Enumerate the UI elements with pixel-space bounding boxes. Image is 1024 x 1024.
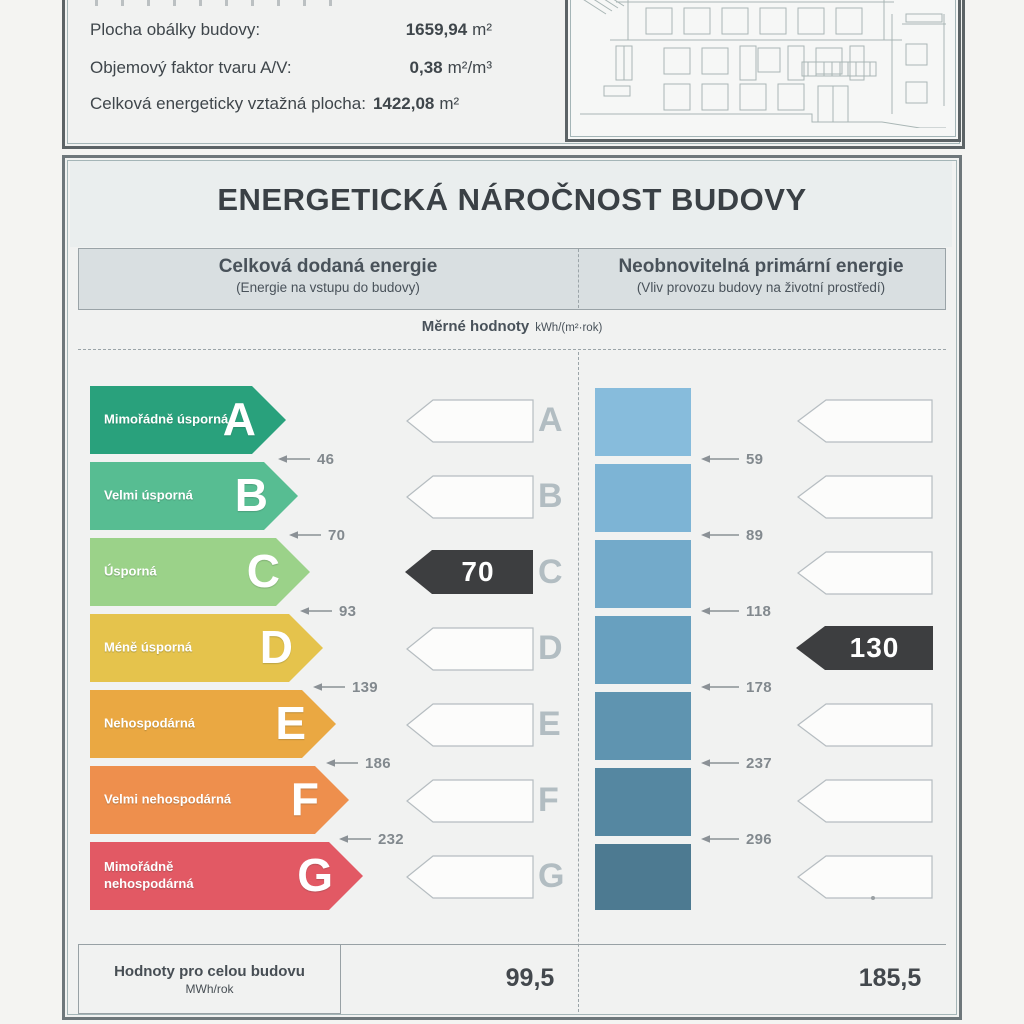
delivered-energy-value: 70 xyxy=(461,556,495,587)
threshold-marker xyxy=(277,450,334,468)
scale-letter: E xyxy=(538,705,561,743)
rating-row-d xyxy=(90,614,323,682)
column-header-primary xyxy=(582,255,940,297)
threshold-marker xyxy=(338,830,404,848)
rating-label: Nehospodárná xyxy=(104,715,196,731)
primary-scale-arrow xyxy=(797,551,933,595)
column-subtitle: (Vliv provozu budovy na životní prostředí) xyxy=(636,279,886,295)
primary-total-value: 185,5 xyxy=(858,964,922,992)
rating-letter: C xyxy=(246,544,280,597)
primary-scale-segment xyxy=(595,388,691,456)
rating-row-e xyxy=(90,690,336,758)
threshold-arrow-icon xyxy=(299,605,333,617)
rating-label: Velmi nehospodárná xyxy=(104,791,232,807)
threshold-marker xyxy=(288,526,345,544)
specific-values-row xyxy=(78,318,946,336)
primary-scale-segment xyxy=(595,616,691,684)
threshold-arrow-icon xyxy=(312,681,346,693)
rating-letter: E xyxy=(275,696,306,749)
specific-values-unit: kWh/(m²·rok) xyxy=(535,322,603,334)
rating-row-f xyxy=(90,766,349,834)
threshold-value: 139 xyxy=(352,678,378,696)
threshold-marker xyxy=(700,602,771,620)
threshold-arrow-icon xyxy=(700,529,740,541)
primary-scale-segment xyxy=(595,540,691,608)
threshold-arrow-icon xyxy=(288,529,322,541)
building-info-label: Plocha obálky budovy: xyxy=(90,20,261,39)
rating-row-b xyxy=(90,462,298,530)
threshold-value: 296 xyxy=(746,830,772,848)
divider-dashed-horizontal xyxy=(78,349,946,350)
clipped-text-artifact xyxy=(95,0,335,6)
threshold-marker xyxy=(700,678,772,696)
primary-scale-arrow xyxy=(797,399,933,443)
totals-header-cell xyxy=(78,944,341,1014)
threshold-arrow-icon xyxy=(700,453,740,465)
rating-label: Mimořádně nehospodárná xyxy=(104,859,194,891)
building-info-label: Celková energeticky vztažná plocha: xyxy=(90,94,366,113)
delivered-scale-arrow xyxy=(406,399,534,443)
delivered-scale-arrow xyxy=(406,855,534,899)
building-info-label: Objemový faktor tvaru A/V: xyxy=(90,58,292,77)
threshold-marker xyxy=(325,754,391,772)
rating-letter: D xyxy=(259,620,293,673)
primary-scale-arrow xyxy=(797,855,933,899)
threshold-arrow-icon xyxy=(700,833,740,845)
threshold-marker xyxy=(312,678,378,696)
primary-scale-bar xyxy=(595,388,691,910)
threshold-value: 232 xyxy=(378,830,404,848)
primary-scale-segment xyxy=(595,844,691,910)
primary-scale-segment xyxy=(595,464,691,532)
header-divider-dashed xyxy=(578,249,579,308)
delivered-scale-arrow xyxy=(406,703,534,747)
building-info-unit: m²/m³ xyxy=(447,58,492,77)
primary-scale-arrow xyxy=(797,703,933,747)
threshold-marker xyxy=(700,754,772,772)
scan-speckle xyxy=(871,896,875,900)
building-info-value: 1422,08 xyxy=(372,94,435,113)
delivered-total-value: 99,5 xyxy=(505,964,555,992)
rating-label: Velmi úsporná xyxy=(104,487,193,503)
threshold-value: 118 xyxy=(746,602,772,620)
threshold-arrow-icon xyxy=(277,453,311,465)
primary-scale-segment xyxy=(595,692,691,760)
building-info-row xyxy=(90,20,492,40)
delivered-scale-arrow xyxy=(406,475,534,519)
threshold-value: 93 xyxy=(339,602,357,620)
scale-letter: F xyxy=(538,781,559,819)
rating-label: Méně úsporná xyxy=(104,639,193,655)
scale-letter: G xyxy=(538,857,565,895)
building-info-unit: m² xyxy=(439,94,460,113)
building-info-value: 0,38 xyxy=(409,58,443,77)
scale-letter: D xyxy=(538,629,563,667)
building-info-row xyxy=(90,58,492,78)
threshold-value: 70 xyxy=(328,526,346,544)
rating-label: Úsporná xyxy=(104,563,157,579)
delivered-scale-arrow xyxy=(406,779,534,823)
threshold-value: 89 xyxy=(746,526,764,544)
divider-dashed-vertical xyxy=(578,352,579,1012)
threshold-value: 46 xyxy=(317,450,335,468)
delivered-scale-arrow xyxy=(406,627,534,671)
primary-scale-arrow xyxy=(797,475,933,519)
column-title: Celková dodaná energie xyxy=(218,256,438,277)
threshold-arrow-icon xyxy=(338,833,372,845)
rating-letter: G xyxy=(297,848,333,901)
rating-label: Mimořádně úsporná xyxy=(104,411,229,427)
threshold-arrow-icon xyxy=(700,757,740,769)
column-subtitle: (Energie na vstupu do budovy) xyxy=(236,279,420,295)
threshold-arrow-icon xyxy=(325,757,359,769)
rating-row-g xyxy=(90,842,363,910)
specific-values-label: Měrné hodnoty xyxy=(421,318,530,335)
primary-scale-segment xyxy=(595,768,691,836)
column-title: Neobnovitelná primární energie xyxy=(618,256,904,277)
primary-scale-arrow xyxy=(797,779,933,823)
rating-letter: A xyxy=(222,392,256,445)
threshold-marker xyxy=(299,602,356,620)
column-header-delivered xyxy=(98,255,558,297)
threshold-arrow-icon xyxy=(700,605,740,617)
threshold-value: 59 xyxy=(746,450,764,468)
rating-row-a xyxy=(90,386,286,454)
rating-letter: B xyxy=(234,468,268,521)
threshold-value: 178 xyxy=(746,678,772,696)
rating-letter: F xyxy=(290,772,319,825)
totals-unit: MWh/rok xyxy=(185,981,234,996)
building-info-row xyxy=(90,94,459,114)
building-info-value: 1659,94 xyxy=(405,20,468,39)
threshold-value: 237 xyxy=(746,754,772,772)
page-title: ENERGETICKÁ NÁROČNOST BUDOVY xyxy=(217,182,807,217)
scale-letter: B xyxy=(538,477,563,515)
rating-row-c xyxy=(90,538,310,606)
scale-letter: A xyxy=(538,401,563,439)
threshold-marker xyxy=(700,830,772,848)
threshold-arrow-icon xyxy=(700,681,740,693)
scale-letter: C xyxy=(538,553,563,591)
building-facade-drawing xyxy=(572,0,948,128)
primary-energy-value: 130 xyxy=(849,632,900,663)
threshold-value: 186 xyxy=(365,754,391,772)
totals-label: Hodnoty pro celou budovu xyxy=(114,962,305,980)
threshold-marker xyxy=(700,450,763,468)
building-info-unit: m² xyxy=(472,20,492,39)
threshold-marker xyxy=(700,526,763,544)
